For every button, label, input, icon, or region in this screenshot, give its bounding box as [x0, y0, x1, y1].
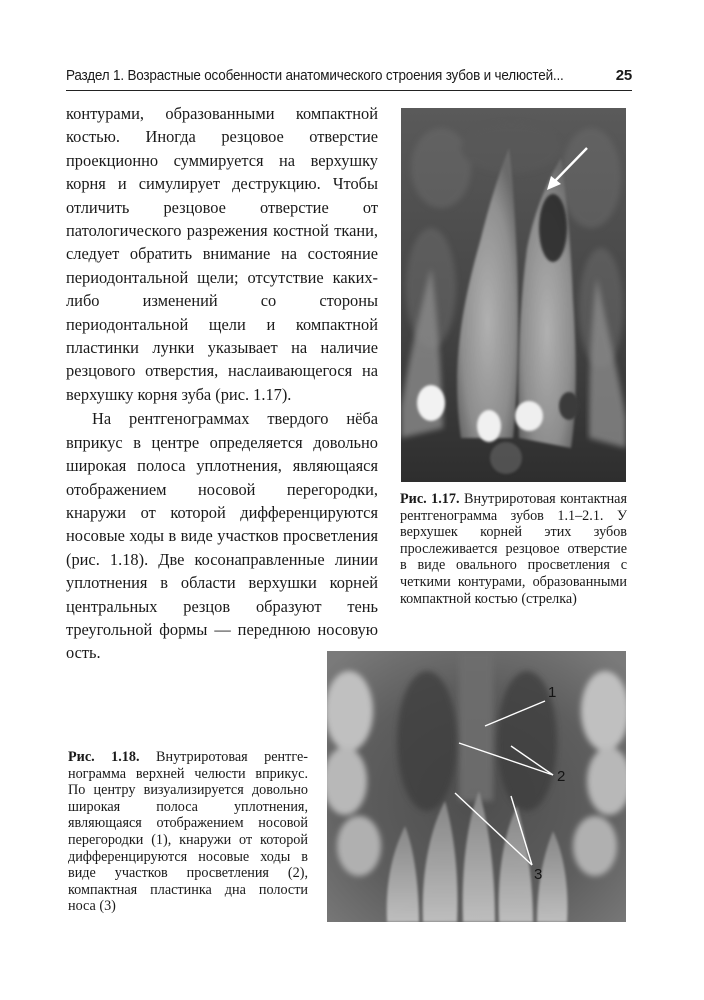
running-header-title: Раздел 1. Возрастные особенности анатомического строения зубов и челюстей...: [66, 68, 564, 84]
figure-1-18-label-1: 1: [548, 684, 557, 701]
figure-1-18-caption-text: Внутриротовая рентгенограмма верхней челюсти вприкус. По центру визуализируется довольно широкая полоса уплотнения, являющаяся отображением носовой перегородки (1), кнаружи от которой дифференцируются носовые ходы в виде участков просветления (2), компактная пластинка дна полости носа (3): [68, 749, 309, 915]
figure-1-18-label: Рис. 1.18.: [68, 749, 140, 765]
body-paragraph-2: На рентгенограммах твердого нёба вприкус в центре определяется довольно широкая полоса уплотнения, являющаяся отображением носовой перегородки, кнаружи от которой дифференцируются носовые ходы в виде участков просветления (рис. 1.18). Две косонаправленные линии уплотнения в области верхушки корней центральных резцов образуют тень треугольной формы — переднюю носовую ость.: [66, 409, 378, 663]
figure-1-18-label-2: 2: [557, 768, 566, 785]
figure-1-18-label-3: 3: [534, 866, 543, 883]
figure-1-17-radiograph: [401, 108, 626, 482]
body-text: [66, 102, 378, 665]
figure-1-18-caption: [68, 749, 308, 915]
figure-1-17-label: Рис. 1.17.: [400, 491, 460, 507]
page-number: 25: [615, 67, 632, 84]
figure-1-17-caption: [400, 491, 627, 607]
body-paragraph-1: контурами, образованными компактной костью. Иногда резцовое отверстие проекционно суммируется на верхушку корня и симулирует деструкцию. Чтобы отличить резцовое отверстие от патологического разрежения костной ткани, следует обратить внимание на состояние периодонтальной щели; отсутствие каких-либо изменений со стороны периодонтальной щели и компактной пластинки лунки указывает на наличие резцового отверстия, наслаивающегося на верхушку корня зуба (рис. 1.17).: [66, 104, 378, 404]
figure-1-18-radiograph: [327, 651, 626, 922]
running-header: [66, 68, 632, 91]
figure-1-17-caption-text: Внутриротовая контактная рентгенограмма зубов 1.1–2.1. У верхушек корней этих зубов прослеживается резцовое отверстие в виде овального просветления с четкими контурами, образованными компактной костью (стрелка): [400, 491, 628, 607]
